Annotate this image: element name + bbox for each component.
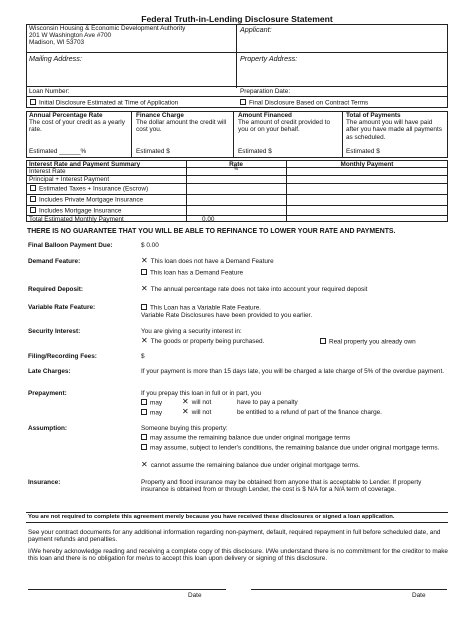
total-payments-heading: Total of Payments: [346, 112, 401, 119]
preparation-date-label: Preparation Date:: [240, 88, 291, 95]
variable-line1: This Loan has a Variable Rate Feature.: [150, 304, 262, 312]
escrow-checkbox[interactable]: [30, 185, 36, 191]
not-required-notice: You are not required to complete this agreement merely because you have received these disclosures or signed a loan application.: [28, 514, 395, 520]
real-property-checkbox[interactable]: [320, 338, 326, 344]
guarantee-notice: THERE IS NO GUARANTEE THAT YOU WILL BE ABLE TO REFINANCE TO LOWER YOUR RATE AND PAYMENTS.: [27, 228, 396, 235]
mortgage-insurance-checkbox[interactable]: [30, 207, 36, 213]
refund-may-label: may: [150, 409, 163, 417]
variable-label: Variable Rate Feature:: [28, 304, 96, 311]
demand-has-checkbox[interactable]: [141, 269, 147, 275]
insurance-label: Insurance:: [28, 479, 61, 486]
security-option-real-property[interactable]: [320, 338, 416, 346]
date-label-left: Date: [188, 592, 202, 599]
signature-line-right[interactable]: [251, 589, 447, 590]
row-mortgage-insurance[interactable]: [30, 207, 121, 215]
demand-option-has-label: This loan has a Demand Feature: [150, 269, 244, 277]
signature-line-left[interactable]: [28, 589, 226, 590]
assumption-1-label: may assume the remaining balance due under original mortgage terms: [150, 434, 351, 442]
page-title: Federal Truth-in-Lending Disclosure Statement: [141, 14, 333, 24]
late-label: Late Charges:: [28, 368, 71, 375]
demand-option-none[interactable]: [141, 258, 274, 265]
initial-disclosure-option[interactable]: [30, 99, 178, 107]
apr-description: The cost of your credit as a yearly rate.: [29, 119, 125, 134]
assumption-2-label: may assume, subject to lender's conditions, the remaining balance due under original mortgage terms.: [150, 444, 440, 452]
total-payments-description: The amount you will have paid after you have made all payments as scheduled.: [346, 119, 442, 141]
amount-financed-estimate: Estimated $: [238, 148, 272, 155]
lender-name: Wisconsin Housing & Economic Development Authority: [29, 25, 186, 32]
header-divider: [236, 24, 237, 88]
total-payments-estimate: Estimated $: [346, 148, 380, 155]
finance-charge-heading: Finance Charge: [136, 112, 184, 119]
balloon-value: $ 0.00: [141, 242, 159, 249]
amount-financed-description: The amount of credit provided to you or on your behalf.: [238, 119, 331, 134]
variable-line2: Variable Rate Disclosures have been provided to you earlier.: [141, 312, 313, 319]
variable-checkbox[interactable]: [141, 304, 147, 310]
prepayment-refund-will-not[interactable]: [182, 409, 211, 416]
row-interest-rate: Interest Rate: [29, 168, 66, 175]
prepayment-line2-end: be entitled to a refund of part of the finance charge.: [237, 409, 382, 416]
refund-may-checkbox[interactable]: [141, 409, 147, 415]
filing-value: $: [141, 353, 145, 360]
lender-street: 201 W Washington Ave #700: [29, 32, 112, 39]
assumption-3-label: cannot assume the remaining balance due under original mortgage terms.: [150, 462, 360, 469]
row-escrow[interactable]: [30, 185, 148, 193]
applicant-label: Applicant:: [240, 25, 272, 34]
demand-option-has[interactable]: [141, 269, 243, 277]
row-private-mi[interactable]: [30, 196, 143, 204]
rate-table-header-payment: Monthly Payment: [340, 160, 394, 168]
insurance-text: Property and flood insurance may be obtained from anyone that is acceptable to Lender. If property insurance is obtained from or through Lender, the cost is $ N/A for a N/A term of coverage.: [141, 479, 422, 494]
prepayment-line1-end: have to pay a penalty: [237, 399, 298, 406]
penalty-may-checkbox[interactable]: [141, 399, 147, 405]
final-disclosure-option[interactable]: [240, 99, 368, 107]
rate-table-header-rate: Rate: [229, 160, 243, 168]
row-principal-interest: Principal + Interest Payment: [29, 176, 110, 183]
finance-charge-description: The dollar amount the credit will cost you.: [136, 119, 227, 134]
balloon-label: Final Balloon Payment Due:: [28, 242, 113, 249]
lender-city: Madison, WI 53703: [29, 39, 85, 46]
deposit-label: Required Deposit:: [28, 286, 84, 293]
x-mark-icon: ✕: [141, 284, 148, 293]
security-option-goods[interactable]: [141, 338, 264, 345]
assumption-option-2[interactable]: [141, 444, 441, 452]
assumption-intro: Someone buying this property:: [141, 425, 228, 432]
security-intro: You are giving a security interest in:: [141, 328, 242, 335]
variable-option[interactable]: [141, 304, 261, 312]
filing-label: Filing/Recording Fees:: [28, 353, 97, 360]
prepayment-refund-may[interactable]: [141, 409, 162, 417]
demand-option-none-label: This loan does not have a Demand Feature: [150, 258, 274, 265]
apr-heading: Annual Percentage Rate: [29, 112, 103, 119]
initial-disclosure-checkbox[interactable]: [30, 99, 36, 105]
security-label: Security Interest:: [28, 328, 81, 335]
x-mark-icon: ✕: [141, 256, 148, 265]
penalty-will-not-label: will not: [191, 399, 212, 406]
see-contract-text: See your contract documents for any additional information regarding non-payment, default, required repayment in full before scheduled date, and payment refunds and penalties.: [28, 529, 441, 544]
security-real-property-label: Real property you already own: [329, 338, 416, 346]
private-mi-checkbox[interactable]: [30, 196, 36, 202]
finance-charge-estimate: Estimated $: [136, 148, 170, 155]
amount-financed-heading: Amount Financed: [238, 112, 292, 119]
property-address-label: Property Address:: [240, 54, 298, 63]
interest-rate-value: %: [233, 166, 239, 172]
prepayment-label: Prepayment:: [28, 390, 67, 397]
deposit-option[interactable]: [141, 286, 367, 293]
late-text: If your payment is more than 15 days late, you will be charged a late charge of 5% of the overdue payment.: [141, 368, 445, 375]
x-mark-icon: ✕: [182, 397, 189, 406]
demand-label: Demand Feature:: [28, 258, 81, 265]
initial-disclosure-label: Initial Disclosure Estimated at Time of Application: [39, 99, 179, 106]
assumption-2-checkbox[interactable]: [141, 444, 147, 450]
prepayment-penalty-may[interactable]: [141, 399, 162, 407]
assumption-option-1[interactable]: [141, 434, 350, 442]
apr-estimate: Estimated ______%: [29, 148, 87, 155]
escrow-label: Estimated Taxes + Insurance (Escrow): [39, 185, 149, 193]
x-mark-icon: ✕: [182, 407, 189, 416]
x-mark-icon: ✕: [141, 460, 148, 469]
assumption-label: Assumption:: [28, 425, 68, 432]
loan-number-label: Loan Number:: [29, 88, 70, 95]
refund-will-not-label: will not: [191, 409, 212, 416]
prepayment-intro: If you prepay this loan in full or in part, you: [141, 390, 262, 397]
assumption-option-3[interactable]: [141, 462, 360, 469]
acknowledge-text: I/We hereby acknowledge reading and receiving a complete copy of this disclosure. I/We understand there is no commitment for the creditor to make this loan and there is no obligation for me/us to accept this loan upon delivery or signing of this disclosure.: [28, 548, 448, 563]
security-goods-label: The goods or property being purchased.: [150, 338, 265, 345]
private-mi-label: Includes Private Mortgage Insurance: [39, 196, 144, 204]
rate-table-header-summary: Interest Rate and Payment Summary: [29, 160, 141, 168]
penalty-may-label: may: [150, 399, 163, 407]
x-mark-icon: ✕: [141, 336, 148, 345]
total-monthly-value: 0.00: [202, 216, 215, 223]
mortgage-insurance-label: Includes Mortgage Insurance: [39, 207, 122, 215]
assumption-1-checkbox[interactable]: [141, 434, 147, 440]
date-label-right: Date: [412, 592, 426, 599]
final-disclosure-label: Final Disclosure Based on Contract Terms: [249, 99, 369, 106]
final-disclosure-checkbox[interactable]: [240, 99, 246, 105]
deposit-text: The annual percentage rate does not take into account your required deposit: [150, 286, 368, 293]
row-total-monthly: Total Estimated Monthly Payment: [29, 216, 124, 223]
prepayment-penalty-will-not[interactable]: [182, 399, 211, 406]
mailing-address-label: Mailing Address:: [29, 54, 82, 63]
